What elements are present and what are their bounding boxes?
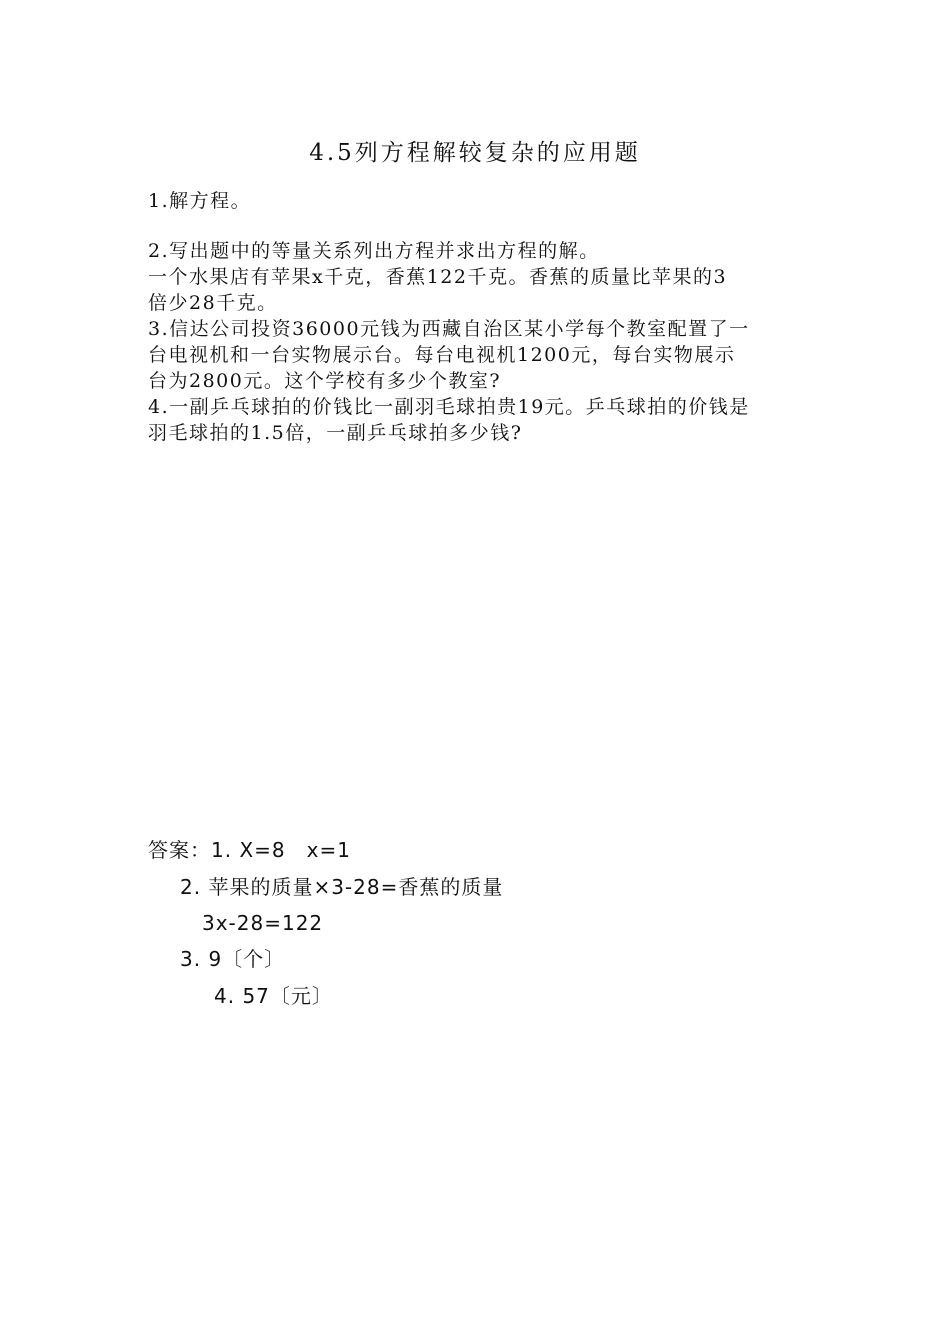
question-3-line-1: 3.信达公司投资36000元钱为西藏自治区某小学每个教室配置了一	[148, 318, 750, 340]
question-3-line-3: 台为2800元。这个学校有多少个教室?	[148, 370, 502, 392]
page-title: 4.5列方程解较复杂的应用题	[309, 140, 641, 166]
question-2-line-1: 2.写出题中的等量关系列出方程并求出方程的解。	[148, 240, 600, 262]
question-1: 1.解方程。	[148, 190, 252, 212]
answer-4: 4. 57〔元〕	[214, 984, 333, 1008]
question-4-line-1: 4.一副乒乓球拍的价钱比一副羽毛球拍贵19元。乒乓球拍的价钱是	[148, 396, 750, 418]
question-3-line-2: 台电视机和一台实物展示台。每台电视机1200元，每台实物展示	[148, 344, 736, 366]
question-2-line-3: 倍少28千克。	[148, 292, 278, 314]
answer-2-line-2: 3x-28=122	[202, 911, 324, 935]
answer-3: 3. 9〔个〕	[180, 947, 286, 971]
answer-2-line-1: 2. 苹果的质量×3-28=香蕉的质量	[180, 875, 504, 899]
answer-1: 答案：1. X=8 x=1	[148, 838, 351, 862]
question-2-line-2: 一个水果店有苹果x千克，香蕉122千克。香蕉的质量比苹果的3	[148, 266, 728, 288]
question-4-line-2: 羽毛球拍的1.5倍，一副乒乓球拍多少钱?	[148, 422, 523, 444]
